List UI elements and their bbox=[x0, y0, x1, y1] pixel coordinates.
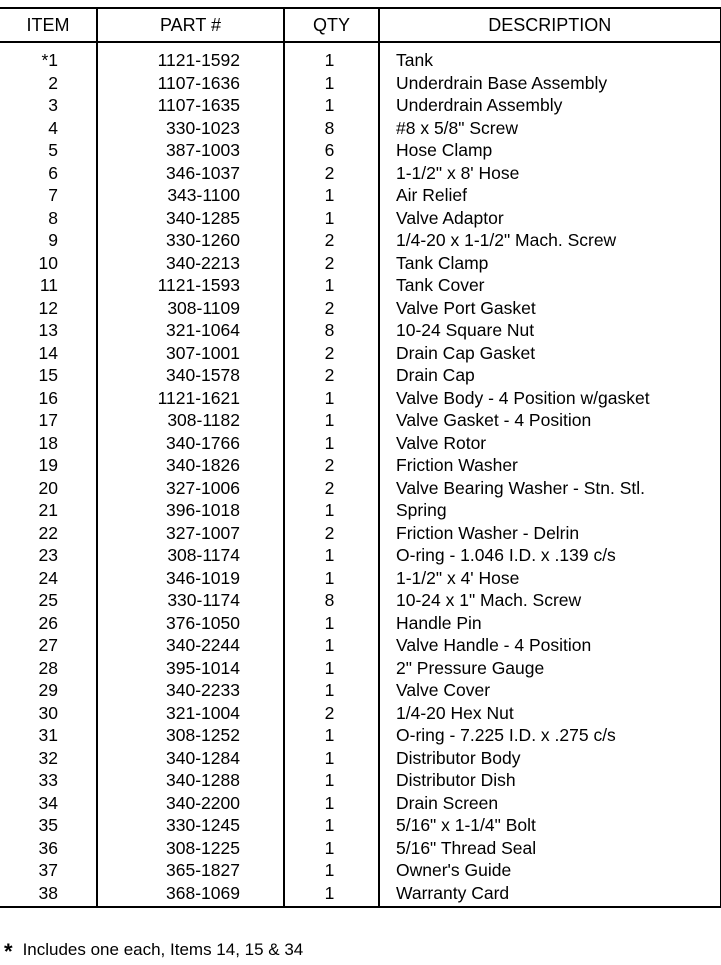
cell-description: Tank bbox=[379, 42, 720, 72]
cell-description: Valve Handle - 4 Position bbox=[379, 634, 720, 657]
cell-qty: 1 bbox=[284, 94, 379, 117]
table-row bbox=[0, 477, 720, 500]
cell-part-number: 340-2244 bbox=[97, 634, 284, 657]
cell-description: Drain Cap bbox=[379, 364, 720, 387]
parts-list-table bbox=[0, 7, 721, 908]
cell-part-number: 368-1069 bbox=[97, 882, 284, 908]
cell-description: Tank Clamp bbox=[379, 252, 720, 275]
cell-item: 9 bbox=[0, 229, 97, 252]
cell-qty: 1 bbox=[284, 882, 379, 908]
cell-qty: 1 bbox=[284, 657, 379, 680]
cell-item: 20 bbox=[0, 477, 97, 500]
cell-part-number: 327-1007 bbox=[97, 522, 284, 545]
cell-description: O-ring - 7.225 I.D. x .275 c/s bbox=[379, 724, 720, 747]
cell-description: Handle Pin bbox=[379, 612, 720, 635]
cell-description: 10-24 x 1" Mach. Screw bbox=[379, 589, 720, 612]
cell-part-number: 340-2200 bbox=[97, 792, 284, 815]
cell-part-number: 308-1182 bbox=[97, 409, 284, 432]
cell-qty: 1 bbox=[284, 274, 379, 297]
cell-description: 5/16" Thread Seal bbox=[379, 837, 720, 860]
cell-description: Underdrain Assembly bbox=[379, 94, 720, 117]
cell-item: 18 bbox=[0, 432, 97, 455]
cell-description: Valve Gasket - 4 Position bbox=[379, 409, 720, 432]
cell-item: 34 bbox=[0, 792, 97, 815]
cell-qty: 2 bbox=[284, 342, 379, 365]
cell-part-number: 340-1284 bbox=[97, 747, 284, 770]
cell-part-number: 346-1019 bbox=[97, 567, 284, 590]
cell-qty: 2 bbox=[284, 252, 379, 275]
cell-description: Valve Rotor bbox=[379, 432, 720, 455]
cell-qty: 1 bbox=[284, 814, 379, 837]
cell-qty: 1 bbox=[284, 837, 379, 860]
cell-part-number: 1121-1621 bbox=[97, 387, 284, 410]
table-row bbox=[0, 297, 720, 320]
cell-description: 1-1/2" x 4' Hose bbox=[379, 567, 720, 590]
cell-item: 36 bbox=[0, 837, 97, 860]
cell-item: 21 bbox=[0, 499, 97, 522]
cell-qty: 1 bbox=[284, 679, 379, 702]
cell-qty: 1 bbox=[284, 499, 379, 522]
cell-part-number: 340-2233 bbox=[97, 679, 284, 702]
cell-qty: 1 bbox=[284, 612, 379, 635]
cell-part-number: 396-1018 bbox=[97, 499, 284, 522]
cell-part-number: 340-1285 bbox=[97, 207, 284, 230]
cell-item: 17 bbox=[0, 409, 97, 432]
cell-item: 30 bbox=[0, 702, 97, 725]
cell-qty: 2 bbox=[284, 364, 379, 387]
cell-qty: 1 bbox=[284, 387, 379, 410]
cell-item: 28 bbox=[0, 657, 97, 680]
table-row bbox=[0, 612, 720, 635]
cell-part-number: 308-1252 bbox=[97, 724, 284, 747]
cell-description: 1/4-20 Hex Nut bbox=[379, 702, 720, 725]
cell-qty: 2 bbox=[284, 522, 379, 545]
table-row bbox=[0, 792, 720, 815]
cell-item: 14 bbox=[0, 342, 97, 365]
cell-item: 19 bbox=[0, 454, 97, 477]
cell-item: 24 bbox=[0, 567, 97, 590]
cell-item: *1 bbox=[0, 42, 97, 72]
cell-item: 37 bbox=[0, 859, 97, 882]
cell-item: 16 bbox=[0, 387, 97, 410]
cell-item: 2 bbox=[0, 72, 97, 95]
cell-item: 22 bbox=[0, 522, 97, 545]
cell-part-number: 340-1766 bbox=[97, 432, 284, 455]
table-row bbox=[0, 859, 720, 882]
cell-qty: 1 bbox=[284, 72, 379, 95]
table-row bbox=[0, 342, 720, 365]
table-row bbox=[0, 229, 720, 252]
cell-item: 33 bbox=[0, 769, 97, 792]
table-row bbox=[0, 319, 720, 342]
footnote-marker: * bbox=[4, 939, 13, 964]
cell-item: 13 bbox=[0, 319, 97, 342]
table-row bbox=[0, 94, 720, 117]
cell-description: Friction Washer bbox=[379, 454, 720, 477]
cell-description: Owner's Guide bbox=[379, 859, 720, 882]
cell-part-number: 340-2213 bbox=[97, 252, 284, 275]
cell-part-number: 321-1004 bbox=[97, 702, 284, 725]
cell-item: 12 bbox=[0, 297, 97, 320]
cell-qty: 1 bbox=[284, 432, 379, 455]
cell-description: Distributor Dish bbox=[379, 769, 720, 792]
cell-item: 3 bbox=[0, 94, 97, 117]
cell-part-number: 395-1014 bbox=[97, 657, 284, 680]
cell-part-number: 340-1578 bbox=[97, 364, 284, 387]
cell-item: 15 bbox=[0, 364, 97, 387]
header-row bbox=[0, 8, 720, 42]
cell-qty: 2 bbox=[284, 454, 379, 477]
cell-description: Drain Cap Gasket bbox=[379, 342, 720, 365]
cell-qty: 1 bbox=[284, 207, 379, 230]
cell-item: 11 bbox=[0, 274, 97, 297]
cell-description: Valve Bearing Washer - Stn. Stl. bbox=[379, 477, 720, 500]
cell-description: Valve Port Gasket bbox=[379, 297, 720, 320]
table-row bbox=[0, 657, 720, 680]
table-row bbox=[0, 882, 720, 908]
table-row bbox=[0, 42, 720, 72]
cell-item: 7 bbox=[0, 184, 97, 207]
cell-qty: 6 bbox=[284, 139, 379, 162]
cell-qty: 1 bbox=[284, 792, 379, 815]
footnote bbox=[4, 939, 303, 965]
table-row bbox=[0, 454, 720, 477]
table-row bbox=[0, 387, 720, 410]
cell-part-number: 330-1260 bbox=[97, 229, 284, 252]
table-row bbox=[0, 747, 720, 770]
cell-qty: 1 bbox=[284, 184, 379, 207]
cell-part-number: 1107-1635 bbox=[97, 94, 284, 117]
cell-part-number: 327-1006 bbox=[97, 477, 284, 500]
cell-part-number: 346-1037 bbox=[97, 162, 284, 185]
column-header-part-number: PART # bbox=[97, 8, 284, 42]
table-row bbox=[0, 499, 720, 522]
cell-qty: 2 bbox=[284, 702, 379, 725]
table-row bbox=[0, 252, 720, 275]
cell-qty: 2 bbox=[284, 162, 379, 185]
table-row bbox=[0, 544, 720, 567]
column-header-qty: QTY bbox=[284, 8, 379, 42]
cell-part-number: 365-1827 bbox=[97, 859, 284, 882]
column-header-item: ITEM bbox=[0, 8, 97, 42]
cell-part-number: 1107-1636 bbox=[97, 72, 284, 95]
table-row bbox=[0, 567, 720, 590]
table-row bbox=[0, 72, 720, 95]
cell-qty: 1 bbox=[284, 567, 379, 590]
cell-item: 29 bbox=[0, 679, 97, 702]
cell-item: 31 bbox=[0, 724, 97, 747]
cell-description: 1-1/2" x 8' Hose bbox=[379, 162, 720, 185]
cell-description: Valve Adaptor bbox=[379, 207, 720, 230]
cell-part-number: 343-1100 bbox=[97, 184, 284, 207]
cell-description: Warranty Card bbox=[379, 882, 720, 908]
table-row bbox=[0, 162, 720, 185]
cell-part-number: 308-1225 bbox=[97, 837, 284, 860]
table-row bbox=[0, 432, 720, 455]
cell-part-number: 340-1826 bbox=[97, 454, 284, 477]
cell-qty: 1 bbox=[284, 42, 379, 72]
cell-qty: 1 bbox=[284, 859, 379, 882]
cell-qty: 2 bbox=[284, 229, 379, 252]
cell-description: Valve Body - 4 Position w/gasket bbox=[379, 387, 720, 410]
cell-item: 10 bbox=[0, 252, 97, 275]
table-row bbox=[0, 522, 720, 545]
cell-description: 1/4-20 x 1-1/2" Mach. Screw bbox=[379, 229, 720, 252]
cell-description: Drain Screen bbox=[379, 792, 720, 815]
cell-item: 35 bbox=[0, 814, 97, 837]
cell-description: O-ring - 1.046 I.D. x .139 c/s bbox=[379, 544, 720, 567]
table-body bbox=[0, 42, 720, 907]
footnote-text: Includes one each, Items 14, 15 & 34 bbox=[22, 940, 304, 959]
cell-item: 25 bbox=[0, 589, 97, 612]
table-row bbox=[0, 207, 720, 230]
cell-qty: 8 bbox=[284, 319, 379, 342]
cell-item: 27 bbox=[0, 634, 97, 657]
table-row bbox=[0, 679, 720, 702]
cell-qty: 1 bbox=[284, 769, 379, 792]
cell-qty: 8 bbox=[284, 589, 379, 612]
cell-description: Tank Cover bbox=[379, 274, 720, 297]
cell-part-number: 308-1109 bbox=[97, 297, 284, 320]
cell-part-number: 1121-1592 bbox=[97, 42, 284, 72]
table-row bbox=[0, 634, 720, 657]
cell-item: 23 bbox=[0, 544, 97, 567]
cell-qty: 1 bbox=[284, 634, 379, 657]
cell-description: Spring bbox=[379, 499, 720, 522]
table-row bbox=[0, 589, 720, 612]
cell-item: 5 bbox=[0, 139, 97, 162]
cell-item: 38 bbox=[0, 882, 97, 908]
cell-description: Air Relief bbox=[379, 184, 720, 207]
cell-qty: 1 bbox=[284, 724, 379, 747]
cell-description: Valve Cover bbox=[379, 679, 720, 702]
cell-qty: 1 bbox=[284, 544, 379, 567]
cell-qty: 1 bbox=[284, 747, 379, 770]
cell-part-number: 340-1288 bbox=[97, 769, 284, 792]
cell-description: Distributor Body bbox=[379, 747, 720, 770]
cell-description: Underdrain Base Assembly bbox=[379, 72, 720, 95]
cell-item: 8 bbox=[0, 207, 97, 230]
cell-part-number: 308-1174 bbox=[97, 544, 284, 567]
cell-part-number: 330-1245 bbox=[97, 814, 284, 837]
cell-qty: 2 bbox=[284, 297, 379, 320]
table-row bbox=[0, 409, 720, 432]
table-row bbox=[0, 814, 720, 837]
cell-description: Friction Washer - Delrin bbox=[379, 522, 720, 545]
table-row bbox=[0, 769, 720, 792]
table-row bbox=[0, 139, 720, 162]
cell-part-number: 330-1174 bbox=[97, 589, 284, 612]
cell-item: 6 bbox=[0, 162, 97, 185]
cell-description: 2" Pressure Gauge bbox=[379, 657, 720, 680]
cell-item: 4 bbox=[0, 117, 97, 140]
cell-part-number: 321-1064 bbox=[97, 319, 284, 342]
column-header-description: DESCRIPTION bbox=[379, 8, 720, 42]
cell-description: 5/16" x 1-1/4" Bolt bbox=[379, 814, 720, 837]
cell-item: 32 bbox=[0, 747, 97, 770]
table-row bbox=[0, 702, 720, 725]
cell-part-number: 376-1050 bbox=[97, 612, 284, 635]
cell-qty: 1 bbox=[284, 409, 379, 432]
cell-description: Hose Clamp bbox=[379, 139, 720, 162]
table-row bbox=[0, 184, 720, 207]
table-row bbox=[0, 117, 720, 140]
cell-qty: 8 bbox=[284, 117, 379, 140]
cell-description: 10-24 Square Nut bbox=[379, 319, 720, 342]
table-header bbox=[0, 8, 720, 42]
cell-qty: 2 bbox=[284, 477, 379, 500]
table-row bbox=[0, 274, 720, 297]
cell-item: 26 bbox=[0, 612, 97, 635]
cell-part-number: 387-1003 bbox=[97, 139, 284, 162]
table-row bbox=[0, 364, 720, 387]
cell-part-number: 330-1023 bbox=[97, 117, 284, 140]
cell-description: #8 x 5/8" Screw bbox=[379, 117, 720, 140]
table-row bbox=[0, 837, 720, 860]
table-row bbox=[0, 724, 720, 747]
cell-part-number: 1121-1593 bbox=[97, 274, 284, 297]
cell-part-number: 307-1001 bbox=[97, 342, 284, 365]
